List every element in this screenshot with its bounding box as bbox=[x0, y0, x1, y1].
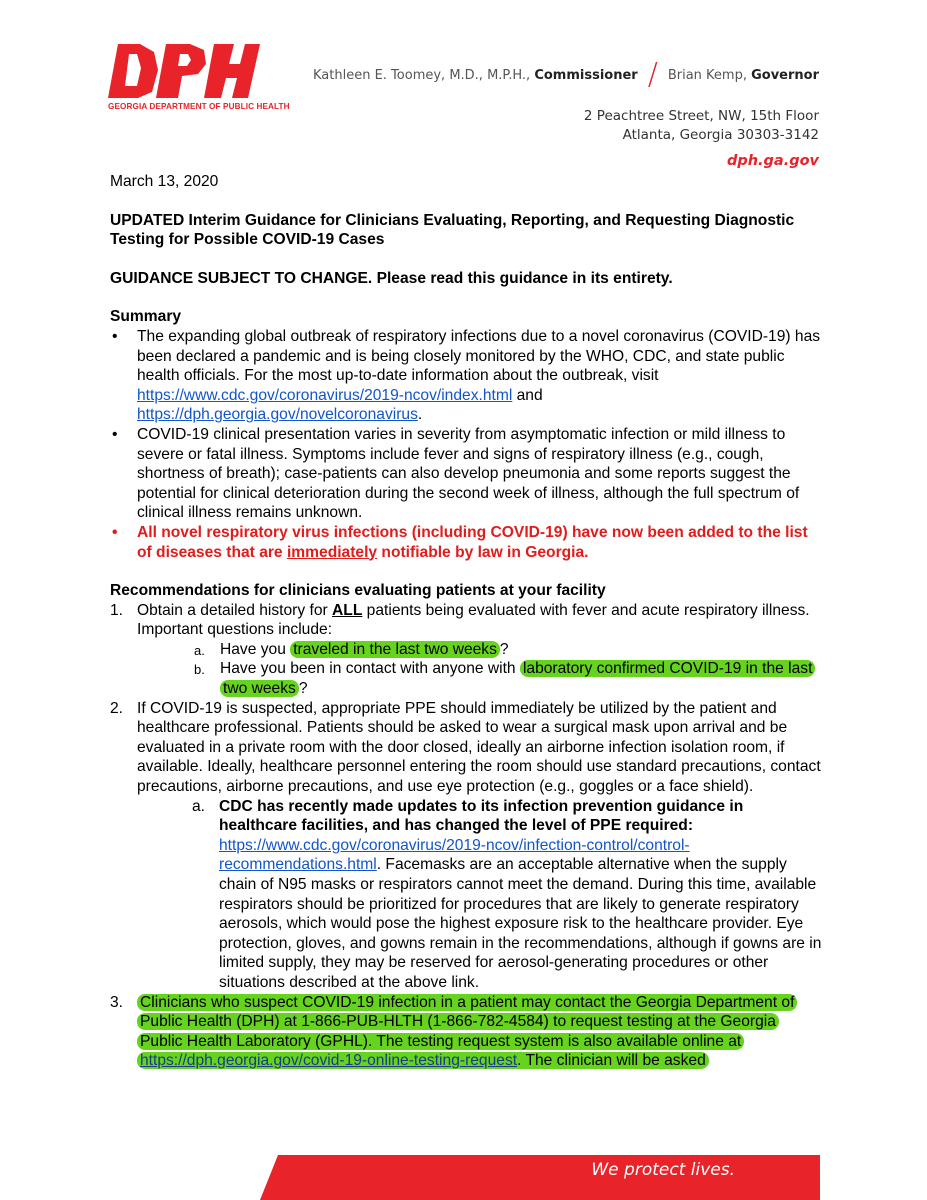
guidance-notice: GUIDANCE SUBJECT TO CHANGE. Please read this guidance in its entirety. bbox=[110, 269, 673, 287]
divider-slash: / bbox=[647, 57, 658, 92]
summary-3-pre: All novel respiratory virus infections (including COVID-19) have now been added to the list of diseases that are bbox=[137, 523, 808, 561]
recommendation-1 bbox=[110, 601, 822, 699]
commissioner-name: Kathleen E. Toomey, M.D., M.P.H., bbox=[313, 67, 531, 83]
rec-3-number: 3. bbox=[110, 993, 124, 1011]
commissioner bbox=[313, 68, 638, 83]
rec-3-pre: Clinicians who suspect COVID-19 infection in a patient may contact the Georgia Department of Public Health (DPH) at 1-866-PUB-HLTH (1-866-782-4584) to request testing at the Georgia Public Health Laboratory (GPHL). The testing request system is also available online at bbox=[140, 993, 795, 1050]
rec-1a-highlight: traveled in the last two weeks bbox=[290, 641, 500, 658]
rec-2-text: If COVID-19 is suspected, appropriate PPE should immediately be utilized by the patient and healthcare professional. Patients should be asked to wear a surgical mask upon arrival and be evaluated in a private room with the door closed, ideally an airborne infection isolation room, if available. Ideally, healthcare personnel entering the room should use standard precautions, contact precautions, airborne precautions, and use eye protection (e.g., goggles or a face shield). bbox=[137, 699, 821, 796]
dph-logo bbox=[108, 42, 290, 111]
rec-1a-pre: Have you bbox=[220, 640, 291, 658]
governor-title: Governor bbox=[751, 67, 819, 83]
recommendations-heading: Recommendations for clinicians evaluating patients at your facility bbox=[110, 582, 606, 600]
governor bbox=[668, 68, 819, 83]
summary-bullet-1 bbox=[110, 327, 822, 425]
recommendation-2a bbox=[137, 797, 822, 993]
summary-1-text: The expanding global outbreak of respiratory infections due to a novel coronavirus (COVID-19) has been declared a pandemic and is being closely monitored by the WHO, CDC, and state public health officials. For the most up-to-date information about the outbreak, visit bbox=[137, 327, 821, 385]
summary-3-post: notifiable by law in Georgia. bbox=[377, 543, 589, 561]
rec-1-post: patients being evaluated with fever and acute respiratory illness. Important questions include: bbox=[137, 601, 810, 639]
recommendation-1b bbox=[110, 659, 822, 698]
commissioner-title: Commissioner bbox=[534, 67, 638, 83]
document-date: March 13, 2020 bbox=[110, 173, 219, 190]
rec-1b-pre: Have you been in contact with anyone with bbox=[220, 660, 520, 678]
testing-request-link[interactable]: https://dph.georgia.gov/covid-19-online-testing-request bbox=[140, 1052, 518, 1070]
rec-1b-highlight: laboratory confirmed COVID-19 in the last two weeks bbox=[220, 660, 815, 697]
rec-2a-post: . Facemasks are an acceptable alternative when the supply chain of N95 masks or respirators cannot meet the demand. During this time, available respirators should be prioritized for procedures that are likely to generate respiratory aerosols, which would pose the highest exposure risk to the healthcare provider. Eye protection, gloves, and gowns remain in the recommendations, although if gowns are in limited supply, they may be reserved for aerosol-generating procedures or other situations described at the above link. bbox=[219, 856, 822, 991]
rec-1-all: ALL bbox=[332, 601, 363, 619]
officials-line bbox=[313, 57, 819, 92]
summary-2-text: COVID-19 clinical presentation varies in severity from asymptomatic infection or mild illness to severe or fatal illness. Symptoms include fever and signs of respiratory illness (e.g., cough, shortness of breath); case-patients can also develop pneumonia and some reports suggest the potential for clinical deterioration during the second week of illness, although the full spectrum of clinical illness remains unknown. bbox=[137, 425, 800, 522]
rec-1-pre: Obtain a detailed history for bbox=[137, 601, 333, 619]
summary-1-and: and bbox=[512, 386, 543, 404]
cdc-infection-control-link[interactable]: https://www.cdc.gov/coronavirus/2019-ncov/infection-control/control-recommendations.html bbox=[219, 836, 690, 874]
rec-1b-post: ? bbox=[298, 680, 308, 698]
logo-subtitle: GEORGIA DEPARTMENT OF PUBLIC HEALTH bbox=[108, 102, 290, 111]
summary-bullet-2 bbox=[110, 425, 822, 523]
rec-2a-label: a. bbox=[192, 797, 206, 815]
rec-3-highlight bbox=[137, 994, 797, 1070]
dph-novelcoronavirus-link[interactable]: https://dph.georgia.gov/novelcoronavirus bbox=[137, 406, 418, 424]
recommendation-2 bbox=[110, 699, 822, 993]
summary-1-end: . bbox=[417, 406, 423, 424]
footer-banner bbox=[260, 1155, 820, 1200]
dph-logo-mark bbox=[108, 42, 260, 98]
rec-1b-label: b. bbox=[194, 662, 205, 678]
rec-1a-label: a. bbox=[194, 642, 205, 658]
rec-3-post: . The clinician will be asked bbox=[517, 1052, 706, 1070]
summary-heading: Summary bbox=[110, 308, 182, 326]
cdc-link[interactable]: https://www.cdc.gov/coronavirus/2019-ncov/index.html bbox=[137, 386, 513, 404]
summary-3-immediately: immediately bbox=[286, 543, 378, 561]
rec-2a-bold: CDC has recently made updates to its infection prevention guidance in healthcare facilities, and has changed the level of PPE required: bbox=[219, 797, 744, 835]
rec-1-number: 1. bbox=[110, 601, 124, 619]
rec-2-number: 2. bbox=[110, 699, 124, 717]
footer-tagline: We protect lives. bbox=[591, 1160, 735, 1180]
recommendation-3 bbox=[110, 993, 822, 1071]
summary-bullet-3 bbox=[110, 523, 822, 562]
website-link[interactable]: dph.ga.gov bbox=[726, 153, 819, 169]
rec-1a-post: ? bbox=[499, 640, 509, 658]
governor-name: Brian Kemp, bbox=[667, 67, 747, 83]
document-title: UPDATED Interim Guidance for Clinicians Evaluating, Reporting, and Requesting Diagnostic Testing for Possible COVID-19 Cases bbox=[110, 211, 795, 249]
document-body bbox=[110, 172, 822, 1071]
address-line-1: 2 Peachtree Street, NW, 15th Floor bbox=[583, 108, 819, 124]
recommendation-1a bbox=[110, 640, 822, 660]
address bbox=[584, 107, 819, 145]
address-line-2: Atlanta, Georgia 30303-3142 bbox=[622, 127, 819, 143]
